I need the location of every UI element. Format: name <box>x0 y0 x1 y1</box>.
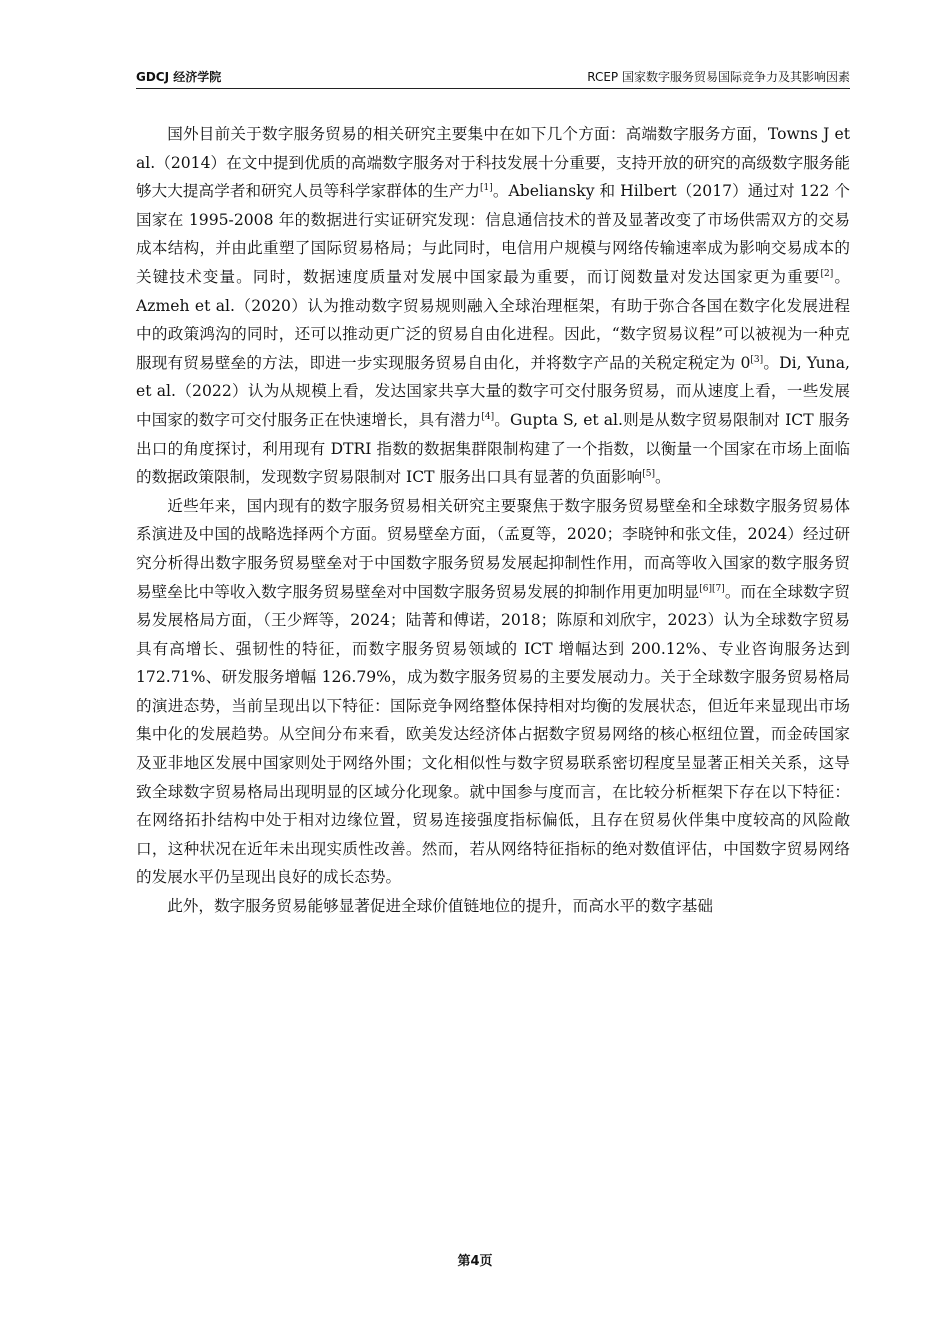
running-header <box>136 66 850 89</box>
header-institution: GDCJ 经济学院 <box>136 70 222 84</box>
paragraph <box>136 492 850 892</box>
paragraph-text: 国外目前关于数字服务贸易的相关研究主要集中在如下几个方面：高端数字服务方面，Towns J et al.（2014）在文中提到优质的高端数字服务对于科技发展十分重要，支持开放的研究的高级数字服务能够大大提高学者和研究人员等科学家群体的生产力 <box>136 125 850 201</box>
citation-ref: [6][7] <box>699 583 725 594</box>
paragraph-text: 。Di, Yuna, et al.（2022）认为从规模上看，发达国家共享大量的数字可交付服务贸易，而从速度上看，一些发展中国家的数字可交付服务正在快速增长，具有潜力 <box>136 353 850 429</box>
header-title: RCEP 国家数字服务贸易国际竞争力及其影响因素 <box>587 70 850 84</box>
paragraph-text: 此外，数字服务贸易能够显著促进全球价值链地位的提升，而高水平的数字基础 <box>167 897 713 916</box>
paragraph-text: 近些年来，国内现有的数字服务贸易相关研究主要聚焦于数字服务贸易壁垒和全球数字服务贸易体系演进及中国的战略选择两个方面。贸易壁垒方面，（孟夏等，2020；李晓钟和张文佳，2024）经过研究分析得出数字服务贸易壁垒对于中国数字服务贸易发展起抑制性作用，而高等收入国家的数字服务贸易壁垒比中等收入数字服务贸易壁垒对中国数字服务贸易发展的抑制作用更加明显 <box>136 496 850 601</box>
citation-ref: [2] <box>820 268 834 279</box>
citation-ref: [3] <box>750 354 764 365</box>
document-body <box>136 120 850 921</box>
paragraph-text: 。Abeliansky 和 Hilbert（2017）通过对 122 个国家在 1995-2008 年的数据进行实证研究发现：信息通信技术的普及显著改变了市场供需双方的交易成本结构，并由此重塑了国际贸易格局；与此同时，电信用户规模与网络传输速率成为影响交易成本的关键技术变量。同时，数据速度质量对发展中国家最为重要，而订阅数量对发达国家更为重要 <box>136 182 850 286</box>
paragraph-text: 。Azmeh et al.（2020）认为推动数字贸易规则融入全球治理框架，有助于弥合各国在数字化发展进程中的政策鸿沟的同时，还可以推动更广泛的贸易自由化进程。因此，“数字贸易议程”可以被视为一种克服现有贸易壁垒的方法，即进一步实现服务贸易自由化，并将数字产品的关税定税定为 0 <box>136 267 850 372</box>
paragraph <box>136 120 850 492</box>
paragraph-text: 。而在全球数字贸易发展格局方面，（王少辉等，2024；陆菁和傅诺，2018；陈原和刘欣宇，2023）认为全球数字贸易具有高增长、强韧性的特征，而数字服务贸易领域的 ICT 增幅达到 200.12%、专业咨询服务达到 172.71%、研发服务增幅 126.79%，成为数字服务贸易的主要发展动力。关于全球数字服务贸易格局的演进态势，当前呈现出以下特征：国际竞争网络整体保持相对均衡的发展状态，但近年来显现出市场集中化的发展趋势。从空间分布来看，欧美发达经济体占据数字贸易网络的核心枢纽位置，而金砖国家及亚非地区发展中国家则处于网络外围；文化相似性与数字贸易联系密切程度呈显著正相关关系，这导致全球数字贸易格局出现明显的区域分化现象。就中国参与度而言，在比较分析框架下存在以下特征：在网络拓扑结构中处于相对边缘位置，贸易连接强度指标偏低，且存在贸易伙伴集中度较高的风险敞口，这种状况在近年未出现实质性改善。然而，若从网络特征指标的绝对数值评估，中国数字贸易网络的发展水平仍呈现出良好的成长态势。 <box>136 582 850 887</box>
page-number: 第4页 <box>457 1254 493 1269</box>
paragraph-text: 。 <box>654 468 671 487</box>
citation-ref: [1] <box>480 183 493 193</box>
paragraph <box>136 892 850 921</box>
citation-ref: [4] <box>481 411 495 422</box>
paragraph-text: 。Gupta S, et al.则是从数字贸易限制对 ICT 服务出口的角度探讨，利用现有 DTRI 指数的数据集群限制构建了一个指数，以衡量一个国家在市场上面临的数据政策限制，发现数字贸易限制对 ICT 服务出口具有显著的负面影响 <box>136 410 850 487</box>
citation-ref: [5] <box>642 468 655 479</box>
